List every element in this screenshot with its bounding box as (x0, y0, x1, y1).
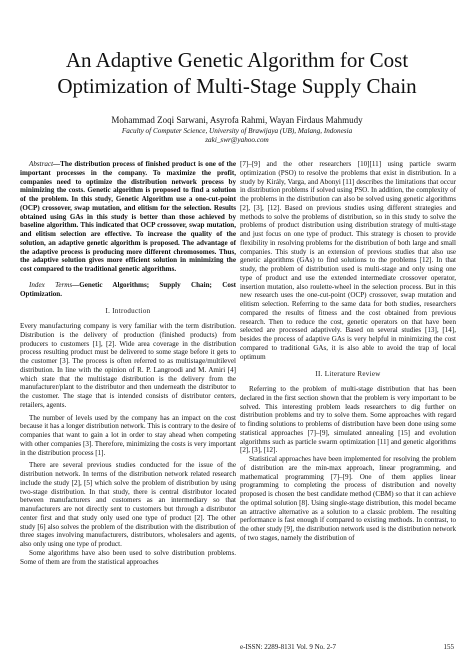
abstract (20, 160, 236, 274)
index-terms-text: —Genetic Algorithms; Supply Chain; Cost Optimization. (20, 280, 236, 298)
paragraph: Statistical approaches have been implemented for resolving the problem of distribution are the min-max approach, linear programming, and mathematical programming [7]–[9]. One of them applies linear programming to completing the process of distribution and novelty proposed is chosen the best candidate method (CBM) so that it can achieve the optimal solution [8]. Using single-stage distribution, this model became an attractive alternative as a solution to a classic problem. The resulting performance is fast enough if compared to existing methods. In contrast, to the other study [9], the distribution network used is the distribution network of two stages, namely the distribution of (240, 455, 456, 542)
paragraph: Some algorithms have also been used to solve distribution problems. Some of them are from the statistical approaches (20, 548, 236, 566)
author-email: zaki_swr@yahoo.com (205, 136, 269, 144)
section-heading-introduction: I. Introduction (105, 307, 151, 316)
abstract-lead: Abstract (29, 160, 54, 168)
index-terms (20, 281, 236, 299)
affiliation: Faculty of Computer Science, University of Brawijaya (UB), Malang, Indonesia (121, 127, 353, 135)
page-number: 155 (443, 643, 454, 651)
paragraph: There are several previous studies conducted for the issue of the distribution network. In terms of the distribution network related research include the study [2], [5] which solve the problem of distribution by using two-stage distribution. In that study, there is central distributor located between manufacturers and customers as an intermediary so that manufacturers are not directly sent to customers but through a distributor center first and that study only used one type of product [2]. The other study [6] also solves the problem of the distribution with the distribution of three stages involving manufacturers, distributors, wholesalers and agents, also only using one type of product. (20, 461, 236, 548)
paragraph: Every manufacturing company is very familiar with the term distribution. Distribution is the delivery of production (finished products) from producers to customers [1], [2]. Wide area coverage in the distribution process resulting product must be delivered to some stage before it gets to the customer [3]. The process is often referred to as multistage/multilevel distribution. In line with the opinion of R. P. Langroodi and M. Amiri [4] which state that the multistage distribution is the delivery from the manufacturer/plant to the distributor and then underneath the distributor to the customer. The stage that is intended consists of distributor centers, retailers, agents. (20, 322, 236, 409)
section-heading-literature-review: II. Literature Review (315, 370, 381, 379)
right-column (240, 160, 456, 543)
abstract-text: —The distribution process of finished product is one of the important processes in the company. To maximize the profit, companies need to optimize the distribution network process by minimizing the costs. Genetic algorithm is proposed to find a solution of the problem. In this study, Genetic Algorithm use a one-cut-point (OCP) crossover, swap mutation, and elitism for the selection. Results obtained using GAs in this study is better than those achieved by baseline algorithm. This indicated that OCP crossover, swap mutation, and elitism selection are effective. To increase the quality of the solution, an adaptive genetic algorithm is proposed. The advantage of the adaptive process is producing more different chromosomes. Thus, the adaptive solution gives more efficient solution in minimizing the cost compared to the traditional genetic algorithms. (20, 160, 236, 273)
left-column (20, 160, 236, 566)
paragraph: The number of levels used by the company has an impact on the cost because it has a longer distribution network. This is contrary to the desire of companies that want to gain a lot in order to stay ahead when competing with other companies [3]. Therefore, minimizing the costs is very important in the distribution process [1]. (20, 413, 236, 457)
footer-issn: e-ISSN: 2289-8131 Vol. 9 No. 2-7 (240, 643, 336, 651)
paragraph: Referring to the problem of multi-stage distribution that has been declared in the first section shown that the problem is very important to be solved. This interesting problem leads researchers to dig further on distribution problems and try to solve them. Some approaches with regard to finding solutions to problems of distribution have been done using some statistical approaches [7]–[9], simulated annealing [15] and evolution algorithms such as particle swarm optimization [11] and genetic algorithms [2], [3], [12]. (240, 385, 456, 455)
index-terms-lead: Index Terms (29, 280, 73, 289)
paper-title: An Adaptive Genetic Algorithm for Cost Optimization of Multi-Stage Supply Chain (57, 48, 417, 98)
paragraph: [7]–[9] and the other researchers [10][11] using particle swarm optimization (PSO) to resolve the problems that exist in distribution. In a study by Király, Varga, and Abonyi [11] describes the limitations that occur in distribution problems if solved using PSO. In addition, the complexity of the problems in the distribution can also be solved using genetic algorithms [2], [3], [12]. Based on previous studies using different strategies and methods to solve the problems of distribution, so in this study to solve the problems of product distribution using distribution strategy of multi-stage and just focus on one type of product. This strategy is chosen to provide flexibility in resolving problems for the distribution of both large and small companies. This study is an extension of previous studies that also use genetic algorithms (GAs) to find solutions to the problems [12]. In that study, the problem of distribution used is multi-stage and only using one type of product and use the extended intermediate crossover operator, insertion mutation, also roulette-wheel in the selection process. But in this new research uses the one-cut-point (OCP) crossover, swap mutation and elitism selection. Referring to the same data for both studies, researchers compared the results of fitness and the cost obtained from previous research. Then to reduce the cost, genetic operators on that have been selected are processed adaptively. Based on several studies [13], [14], besides the process of adaptive GAs is very helpful in minimizing the cost compared to traditional GAs, it is also able to avoid the trap of local optimum (240, 160, 456, 361)
author-list: Mohammad Zoqi Sarwani, Asyrofa Rahmi, Wayan Firdaus Mahmudy (111, 115, 363, 125)
page-footer (240, 643, 454, 651)
